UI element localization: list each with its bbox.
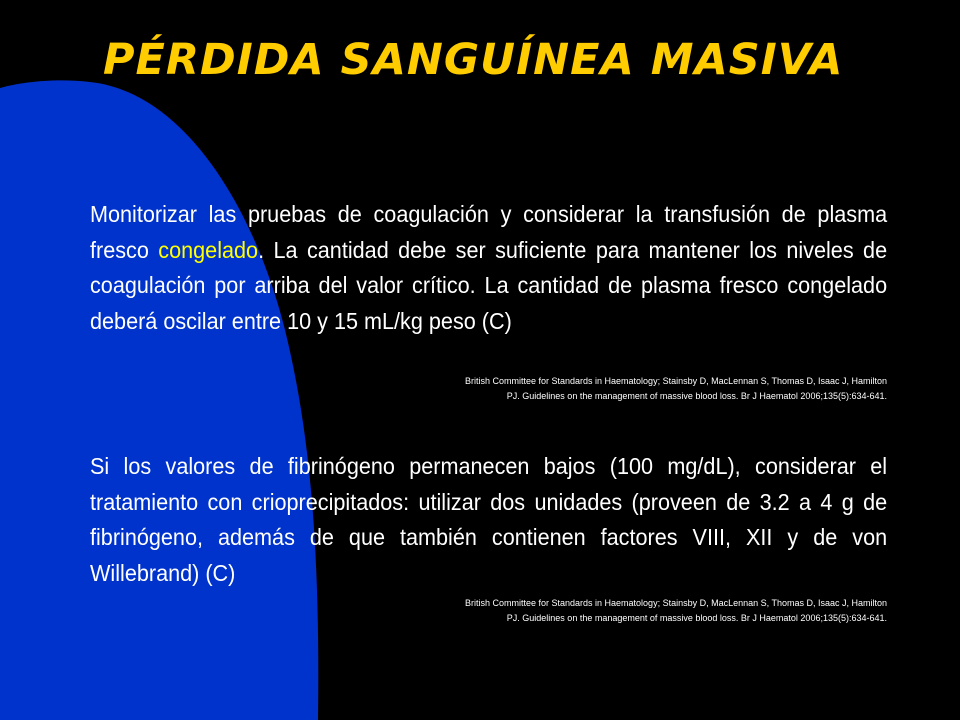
paragraph-plasma — [90, 197, 887, 339]
reference-citation-1 — [367, 374, 887, 404]
paragraph-fibrinogen: Si los valores de fibrinógeno permanecen bajos (100 mg/dL), considerar el tratamiento con crioprecipitados: utilizar dos unidades (proveen de 3.2 a 4 g de fibrinógeno, además de que también contienen factores VIII, XII y de von Willebrand) (C) — [90, 453, 888, 586]
reference-1-line-1: British Committee for Standards in Haematology; Stainsby D, MacLennan S, Thomas D, Isaac J, Hamilton — [464, 376, 887, 386]
paragraph-plasma-text-before: Monitorizar las pruebas de coagulación y considerar la transfusión de plasma fresco — [90, 201, 888, 263]
paragraph-plasma-text-after: . La cantidad debe ser suficiente para mantener los niveles de coagulación por arriba del valor crítico. La cantidad de plasma fresco congelado deberá oscilar entre 10 y 15 mL/kg peso (C) — [90, 236, 888, 334]
reference-1-line-2: PJ. Guidelines on the management of massive blood loss. Br J Haematol 2006;135(5):634-641. — [506, 391, 887, 401]
reference-2-line-1: British Committee for Standards in Haematology; Stainsby D, MacLennan S, Thomas D, Isaac J, Hamilton — [464, 598, 887, 608]
slide-title: PÉRDIDA SANGUÍNEA MASIVA — [103, 35, 844, 85]
reference-2-line-2: PJ. Guidelines on the management of massive blood loss. Br J Haematol 2006;135(5):634-641. — [506, 613, 887, 623]
reference-citation-2 — [367, 596, 887, 626]
highlighted-word: congelado — [158, 236, 259, 263]
